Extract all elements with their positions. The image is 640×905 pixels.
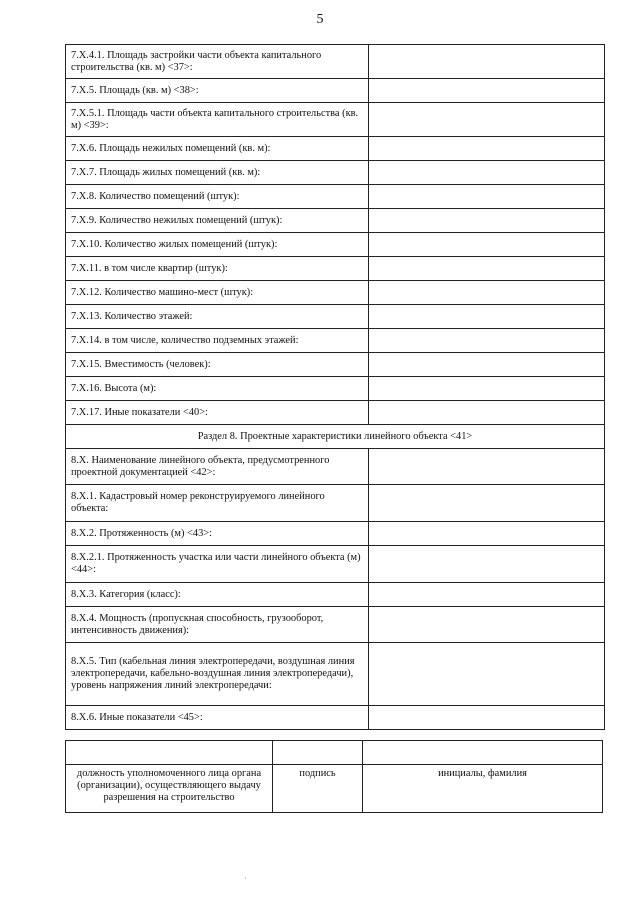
- row-label: 7.Х.13. Количество этажей:: [66, 305, 369, 329]
- characteristics-table: [65, 44, 605, 730]
- table-row: [66, 583, 605, 607]
- row-label: 7.Х.17. Иные показатели <40>:: [66, 401, 369, 425]
- row-value: [369, 45, 605, 79]
- table-row: [66, 103, 605, 137]
- row-value: [369, 305, 605, 329]
- row-value: [369, 209, 605, 233]
- row-label: 7.Х.16. Высота (м):: [66, 377, 369, 401]
- table-row: [66, 449, 605, 485]
- section-header-row: [66, 425, 605, 449]
- row-value: [369, 401, 605, 425]
- page-number: 5: [316, 12, 324, 27]
- row-label: 8.Х.5. Тип (кабельная линия электропередачи, воздушная линия электропередачи, кабельно-воздушная линия электропередачи), уровень напряжения линий электропередачи:: [66, 643, 369, 706]
- row-label: 7.Х.5. Площадь (кв. м) <38>:: [66, 79, 369, 103]
- sign-caption: подпись: [273, 765, 363, 813]
- sign-blank: [273, 741, 363, 765]
- table-row: [66, 607, 605, 643]
- section-8-title: Раздел 8. Проектные характеристики линейного объекта <41>: [66, 425, 605, 449]
- table-row: [66, 377, 605, 401]
- row-value: [369, 79, 605, 103]
- table-row: [66, 257, 605, 281]
- row-value: [369, 281, 605, 305]
- table-row: [66, 353, 605, 377]
- row-label: 8.Х.3. Категория (класс):: [66, 583, 369, 607]
- row-label: 8.Х.2.1. Протяженность участка или части линейного объекта (м) <44>:: [66, 546, 369, 583]
- row-label: 7.Х.12. Количество машино-мест (штук):: [66, 281, 369, 305]
- position-blank: [66, 741, 273, 765]
- table-row: [66, 643, 605, 706]
- row-value: [369, 377, 605, 401]
- row-value: [369, 185, 605, 209]
- table-row: [66, 329, 605, 353]
- row-value: [369, 329, 605, 353]
- table-row: [66, 401, 605, 425]
- table-row: [66, 305, 605, 329]
- table-row: [66, 185, 605, 209]
- signature-blank-row: [66, 741, 603, 765]
- table-row: [66, 209, 605, 233]
- row-label: 8.Х.4. Мощность (пропускная способность, грузооборот, интенсивность движения):: [66, 607, 369, 643]
- row-value: [369, 257, 605, 281]
- row-value: [369, 583, 605, 607]
- row-label: 7.Х.10. Количество жилых помещений (штук):: [66, 233, 369, 257]
- row-value: [369, 485, 605, 522]
- row-label: 8.Х.1. Кадастровый номер реконструируемого линейного объекта:: [66, 485, 369, 522]
- table-row: [66, 137, 605, 161]
- row-value: [369, 546, 605, 583]
- row-value: [369, 137, 605, 161]
- row-label: 7.Х.15. Вместимость (человек):: [66, 353, 369, 377]
- row-label: 8.Х.6. Иные показатели <45>:: [66, 706, 369, 730]
- table-row: [66, 161, 605, 185]
- row-value: [369, 706, 605, 730]
- signature-caption-row: [66, 765, 603, 813]
- row-label: 7.Х.14. в том числе, количество подземных этажей:: [66, 329, 369, 353]
- row-value: [369, 522, 605, 546]
- table-row: [66, 522, 605, 546]
- row-label: 8.Х. Наименование линейного объекта, предусмотренного проектной документацией <42>:: [66, 449, 369, 485]
- table-row: [66, 45, 605, 79]
- row-value: [369, 103, 605, 137]
- row-label: 7.Х.6. Площадь нежилых помещений (кв. м):: [66, 137, 369, 161]
- table-row: [66, 485, 605, 522]
- footer-mark: ·: [244, 874, 247, 883]
- position-caption: должность уполномоченного лица органа (организации), осуществляющего выдачу разрешения на строительство: [66, 765, 273, 813]
- row-label: 7.Х.7. Площадь жилых помещений (кв. м):: [66, 161, 369, 185]
- row-label: 7.Х.8. Количество помещений (штук):: [66, 185, 369, 209]
- row-value: [369, 233, 605, 257]
- name-caption: инициалы, фамилия: [363, 765, 603, 813]
- row-label: 7.Х.5.1. Площадь части объекта капитального строительства (кв. м) <39>:: [66, 103, 369, 137]
- name-blank: [363, 741, 603, 765]
- row-value: [369, 643, 605, 706]
- signature-table: [65, 740, 603, 813]
- row-label: 8.Х.2. Протяженность (м) <43>:: [66, 522, 369, 546]
- row-value: [369, 353, 605, 377]
- row-value: [369, 161, 605, 185]
- row-value: [369, 449, 605, 485]
- table-row: [66, 281, 605, 305]
- table-row: [66, 233, 605, 257]
- table-row: [66, 79, 605, 103]
- row-label: 7.Х.11. в том числе квартир (штук):: [66, 257, 369, 281]
- table-row: [66, 546, 605, 583]
- row-label: 7.Х.4.1. Площадь застройки части объекта капитального строительства (кв. м) <37>:: [66, 45, 369, 79]
- row-value: [369, 607, 605, 643]
- row-label: 7.Х.9. Количество нежилых помещений (штук):: [66, 209, 369, 233]
- table-row: [66, 706, 605, 730]
